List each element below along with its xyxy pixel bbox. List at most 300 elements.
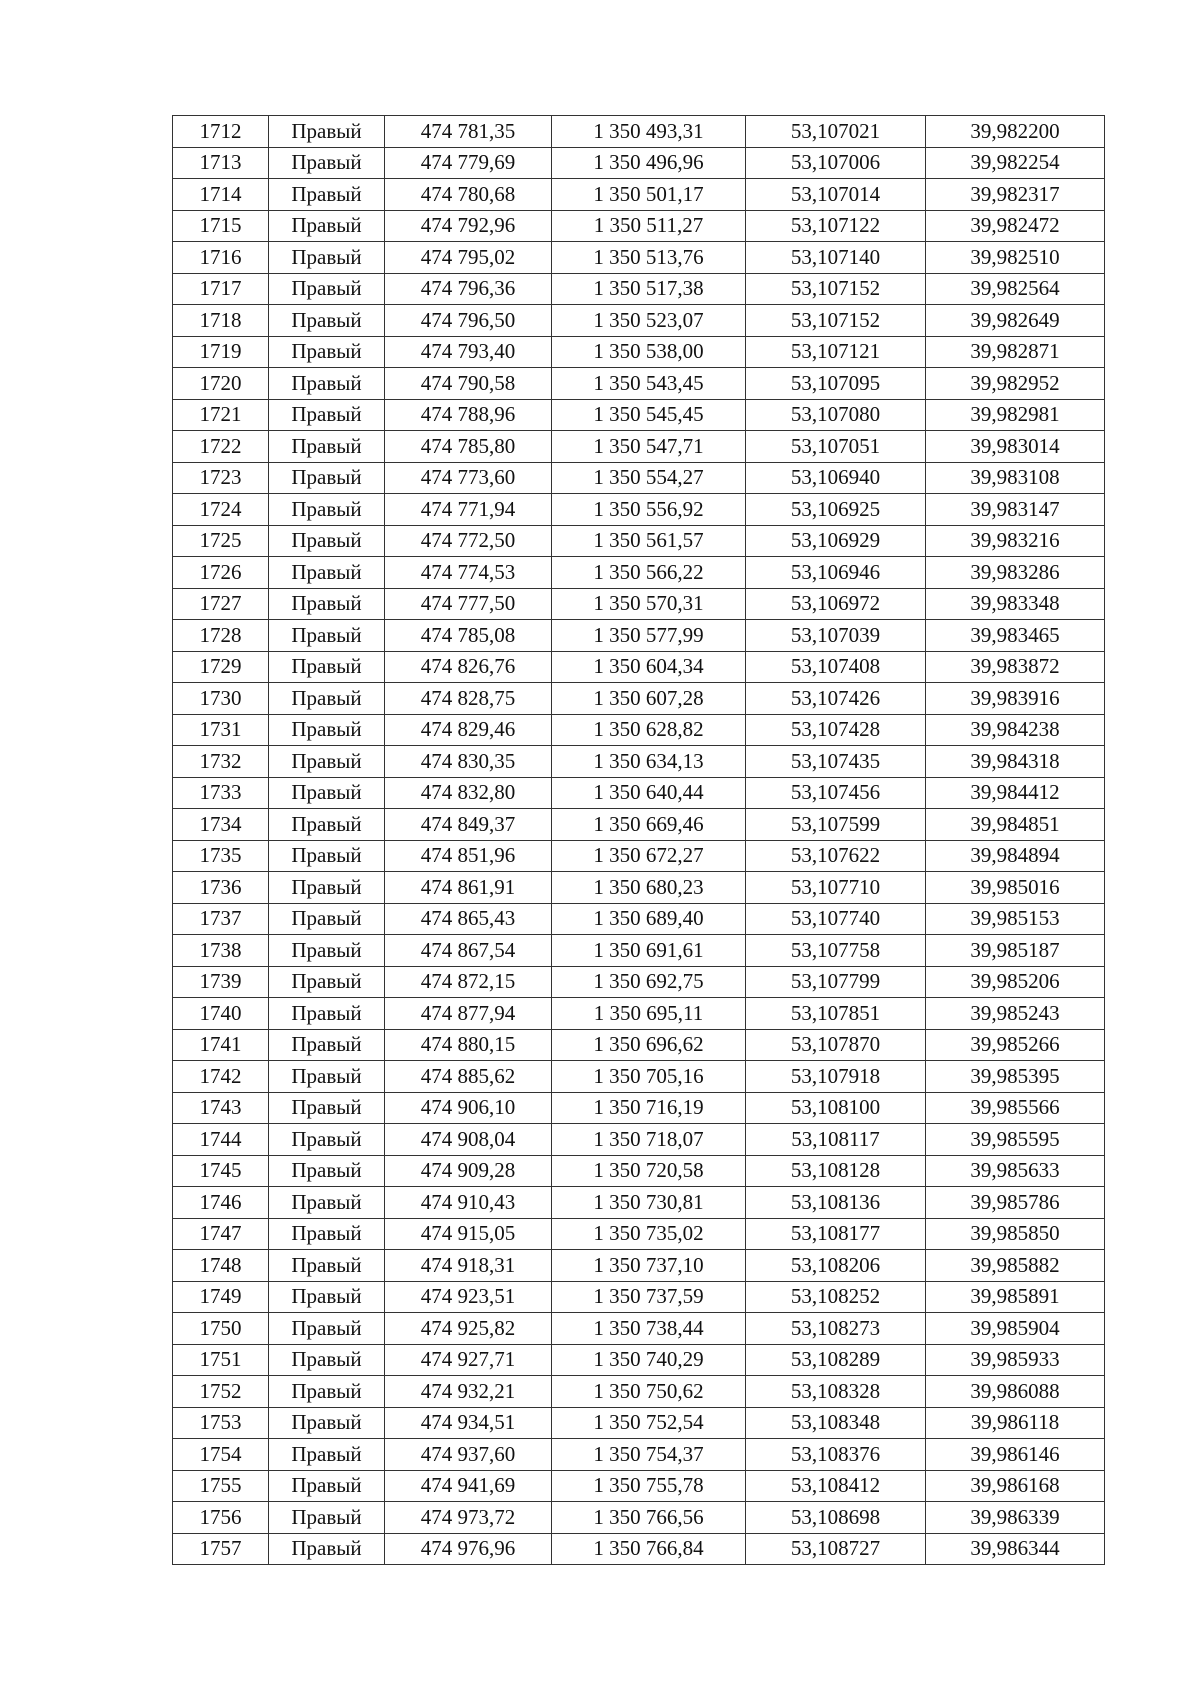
x-coordinate-cell: 474 867,54 <box>385 935 552 967</box>
latitude-cell: 53,107152 <box>746 273 926 305</box>
side-cell: Правый <box>269 620 385 652</box>
longitude-cell: 39,986339 <box>926 1502 1105 1534</box>
point-number-cell: 1741 <box>173 1029 269 1061</box>
table-row <box>173 998 1105 1030</box>
table-row <box>173 1376 1105 1408</box>
latitude-cell: 53,107918 <box>746 1061 926 1093</box>
x-coordinate-cell: 474 910,43 <box>385 1187 552 1219</box>
table-row <box>173 1439 1105 1471</box>
side-cell: Правый <box>269 1187 385 1219</box>
latitude-cell: 53,107021 <box>746 116 926 148</box>
table-row <box>173 1029 1105 1061</box>
latitude-cell: 53,107051 <box>746 431 926 463</box>
y-coordinate-cell: 1 350 740,29 <box>552 1344 746 1376</box>
latitude-cell: 53,108698 <box>746 1502 926 1534</box>
y-coordinate-cell: 1 350 695,11 <box>552 998 746 1030</box>
side-cell: Правый <box>269 305 385 337</box>
side-cell: Правый <box>269 966 385 998</box>
side-cell: Правый <box>269 588 385 620</box>
longitude-cell: 39,982564 <box>926 273 1105 305</box>
side-cell: Правый <box>269 998 385 1030</box>
table-row <box>173 872 1105 904</box>
longitude-cell: 39,982254 <box>926 147 1105 179</box>
point-number-cell: 1746 <box>173 1187 269 1219</box>
side-cell: Правый <box>269 1439 385 1471</box>
y-coordinate-cell: 1 350 640,44 <box>552 777 746 809</box>
latitude-cell: 53,108136 <box>746 1187 926 1219</box>
x-coordinate-cell: 474 795,02 <box>385 242 552 274</box>
longitude-cell: 39,983014 <box>926 431 1105 463</box>
point-number-cell: 1748 <box>173 1250 269 1282</box>
table-row <box>173 525 1105 557</box>
table-row <box>173 1187 1105 1219</box>
y-coordinate-cell: 1 350 737,59 <box>552 1281 746 1313</box>
table-row <box>173 1061 1105 1093</box>
y-coordinate-cell: 1 350 752,54 <box>552 1407 746 1439</box>
y-coordinate-cell: 1 350 607,28 <box>552 683 746 715</box>
x-coordinate-cell: 474 865,43 <box>385 903 552 935</box>
y-coordinate-cell: 1 350 730,81 <box>552 1187 746 1219</box>
y-coordinate-cell: 1 350 680,23 <box>552 872 746 904</box>
latitude-cell: 53,108128 <box>746 1155 926 1187</box>
x-coordinate-cell: 474 937,60 <box>385 1439 552 1471</box>
latitude-cell: 53,108328 <box>746 1376 926 1408</box>
y-coordinate-cell: 1 350 755,78 <box>552 1470 746 1502</box>
point-number-cell: 1727 <box>173 588 269 620</box>
longitude-cell: 39,983916 <box>926 683 1105 715</box>
y-coordinate-cell: 1 350 538,00 <box>552 336 746 368</box>
side-cell: Правый <box>269 683 385 715</box>
point-number-cell: 1747 <box>173 1218 269 1250</box>
point-number-cell: 1714 <box>173 179 269 211</box>
y-coordinate-cell: 1 350 766,84 <box>552 1533 746 1565</box>
side-cell: Правый <box>269 399 385 431</box>
longitude-cell: 39,985016 <box>926 872 1105 904</box>
latitude-cell: 53,107121 <box>746 336 926 368</box>
longitude-cell: 39,985266 <box>926 1029 1105 1061</box>
y-coordinate-cell: 1 350 689,40 <box>552 903 746 935</box>
latitude-cell: 53,108117 <box>746 1124 926 1156</box>
point-number-cell: 1756 <box>173 1502 269 1534</box>
point-number-cell: 1749 <box>173 1281 269 1313</box>
point-number-cell: 1717 <box>173 273 269 305</box>
table-row <box>173 462 1105 494</box>
point-number-cell: 1733 <box>173 777 269 809</box>
longitude-cell: 39,985786 <box>926 1187 1105 1219</box>
latitude-cell: 53,107851 <box>746 998 926 1030</box>
y-coordinate-cell: 1 350 543,45 <box>552 368 746 400</box>
table-row <box>173 1313 1105 1345</box>
longitude-cell: 39,982510 <box>926 242 1105 274</box>
longitude-cell: 39,986088 <box>926 1376 1105 1408</box>
table-row <box>173 1155 1105 1187</box>
x-coordinate-cell: 474 771,94 <box>385 494 552 526</box>
x-coordinate-cell: 474 915,05 <box>385 1218 552 1250</box>
point-number-cell: 1724 <box>173 494 269 526</box>
table-row <box>173 1250 1105 1282</box>
point-number-cell: 1721 <box>173 399 269 431</box>
latitude-cell: 53,108289 <box>746 1344 926 1376</box>
x-coordinate-cell: 474 781,35 <box>385 116 552 148</box>
x-coordinate-cell: 474 885,62 <box>385 1061 552 1093</box>
table-row <box>173 1124 1105 1156</box>
y-coordinate-cell: 1 350 735,02 <box>552 1218 746 1250</box>
longitude-cell: 39,982981 <box>926 399 1105 431</box>
longitude-cell: 39,985904 <box>926 1313 1105 1345</box>
table-row <box>173 777 1105 809</box>
latitude-cell: 53,106940 <box>746 462 926 494</box>
table-row <box>173 242 1105 274</box>
longitude-cell: 39,982952 <box>926 368 1105 400</box>
side-cell: Правый <box>269 1502 385 1534</box>
side-cell: Правый <box>269 494 385 526</box>
latitude-cell: 53,108376 <box>746 1439 926 1471</box>
side-cell: Правый <box>269 210 385 242</box>
point-number-cell: 1737 <box>173 903 269 935</box>
table-row <box>173 1533 1105 1565</box>
y-coordinate-cell: 1 350 696,62 <box>552 1029 746 1061</box>
longitude-cell: 39,982871 <box>926 336 1105 368</box>
longitude-cell: 39,986118 <box>926 1407 1105 1439</box>
side-cell: Правый <box>269 1470 385 1502</box>
longitude-cell: 39,985891 <box>926 1281 1105 1313</box>
x-coordinate-cell: 474 872,15 <box>385 966 552 998</box>
longitude-cell: 39,983108 <box>926 462 1105 494</box>
x-coordinate-cell: 474 772,50 <box>385 525 552 557</box>
table-row <box>173 620 1105 652</box>
latitude-cell: 53,107152 <box>746 305 926 337</box>
table-row <box>173 557 1105 589</box>
longitude-cell: 39,986146 <box>926 1439 1105 1471</box>
y-coordinate-cell: 1 350 692,75 <box>552 966 746 998</box>
y-coordinate-cell: 1 350 737,10 <box>552 1250 746 1282</box>
table-row <box>173 336 1105 368</box>
point-number-cell: 1750 <box>173 1313 269 1345</box>
y-coordinate-cell: 1 350 628,82 <box>552 714 746 746</box>
longitude-cell: 39,984318 <box>926 746 1105 778</box>
latitude-cell: 53,107006 <box>746 147 926 179</box>
x-coordinate-cell: 474 918,31 <box>385 1250 552 1282</box>
point-number-cell: 1712 <box>173 116 269 148</box>
latitude-cell: 53,107428 <box>746 714 926 746</box>
table-row <box>173 1470 1105 1502</box>
x-coordinate-cell: 474 780,68 <box>385 179 552 211</box>
side-cell: Правый <box>269 1281 385 1313</box>
point-number-cell: 1730 <box>173 683 269 715</box>
table-row <box>173 1407 1105 1439</box>
latitude-cell: 53,107710 <box>746 872 926 904</box>
table-row <box>173 273 1105 305</box>
x-coordinate-cell: 474 793,40 <box>385 336 552 368</box>
latitude-cell: 53,107456 <box>746 777 926 809</box>
longitude-cell: 39,986344 <box>926 1533 1105 1565</box>
point-number-cell: 1739 <box>173 966 269 998</box>
table-row <box>173 179 1105 211</box>
longitude-cell: 39,982472 <box>926 210 1105 242</box>
latitude-cell: 53,106929 <box>746 525 926 557</box>
point-number-cell: 1722 <box>173 431 269 463</box>
longitude-cell: 39,985243 <box>926 998 1105 1030</box>
latitude-cell: 53,107799 <box>746 966 926 998</box>
point-number-cell: 1754 <box>173 1439 269 1471</box>
y-coordinate-cell: 1 350 577,99 <box>552 620 746 652</box>
y-coordinate-cell: 1 350 720,58 <box>552 1155 746 1187</box>
y-coordinate-cell: 1 350 570,31 <box>552 588 746 620</box>
y-coordinate-cell: 1 350 511,27 <box>552 210 746 242</box>
table-row <box>173 1344 1105 1376</box>
side-cell: Правый <box>269 1124 385 1156</box>
latitude-cell: 53,106972 <box>746 588 926 620</box>
table-row <box>173 116 1105 148</box>
point-number-cell: 1744 <box>173 1124 269 1156</box>
side-cell: Правый <box>269 1029 385 1061</box>
latitude-cell: 53,107014 <box>746 179 926 211</box>
longitude-cell: 39,985882 <box>926 1250 1105 1282</box>
longitude-cell: 39,985633 <box>926 1155 1105 1187</box>
x-coordinate-cell: 474 906,10 <box>385 1092 552 1124</box>
side-cell: Правый <box>269 1218 385 1250</box>
latitude-cell: 53,107095 <box>746 368 926 400</box>
latitude-cell: 53,107408 <box>746 651 926 683</box>
side-cell: Правый <box>269 147 385 179</box>
side-cell: Правый <box>269 714 385 746</box>
y-coordinate-cell: 1 350 672,27 <box>552 840 746 872</box>
point-number-cell: 1738 <box>173 935 269 967</box>
y-coordinate-cell: 1 350 561,57 <box>552 525 746 557</box>
x-coordinate-cell: 474 976,96 <box>385 1533 552 1565</box>
point-number-cell: 1752 <box>173 1376 269 1408</box>
longitude-cell: 39,985206 <box>926 966 1105 998</box>
longitude-cell: 39,983348 <box>926 588 1105 620</box>
side-cell: Правый <box>269 1533 385 1565</box>
y-coordinate-cell: 1 350 634,13 <box>552 746 746 778</box>
longitude-cell: 39,985566 <box>926 1092 1105 1124</box>
table-row <box>173 840 1105 872</box>
y-coordinate-cell: 1 350 523,07 <box>552 305 746 337</box>
side-cell: Правый <box>269 336 385 368</box>
table-row <box>173 809 1105 841</box>
table-row <box>173 147 1105 179</box>
y-coordinate-cell: 1 350 554,27 <box>552 462 746 494</box>
longitude-cell: 39,983147 <box>926 494 1105 526</box>
longitude-cell: 39,983216 <box>926 525 1105 557</box>
longitude-cell: 39,985595 <box>926 1124 1105 1156</box>
x-coordinate-cell: 474 877,94 <box>385 998 552 1030</box>
x-coordinate-cell: 474 785,80 <box>385 431 552 463</box>
latitude-cell: 53,107870 <box>746 1029 926 1061</box>
latitude-cell: 53,106925 <box>746 494 926 526</box>
latitude-cell: 53,106946 <box>746 557 926 589</box>
longitude-cell: 39,986168 <box>926 1470 1105 1502</box>
point-number-cell: 1757 <box>173 1533 269 1565</box>
side-cell: Правый <box>269 525 385 557</box>
point-number-cell: 1726 <box>173 557 269 589</box>
point-number-cell: 1716 <box>173 242 269 274</box>
longitude-cell: 39,985153 <box>926 903 1105 935</box>
y-coordinate-cell: 1 350 669,46 <box>552 809 746 841</box>
side-cell: Правый <box>269 368 385 400</box>
table-row <box>173 1092 1105 1124</box>
longitude-cell: 39,983465 <box>926 620 1105 652</box>
latitude-cell: 53,107599 <box>746 809 926 841</box>
longitude-cell: 39,984412 <box>926 777 1105 809</box>
longitude-cell: 39,985933 <box>926 1344 1105 1376</box>
point-number-cell: 1729 <box>173 651 269 683</box>
x-coordinate-cell: 474 861,91 <box>385 872 552 904</box>
point-number-cell: 1755 <box>173 1470 269 1502</box>
side-cell: Правый <box>269 242 385 274</box>
table-row <box>173 305 1105 337</box>
y-coordinate-cell: 1 350 496,96 <box>552 147 746 179</box>
side-cell: Правый <box>269 903 385 935</box>
point-number-cell: 1735 <box>173 840 269 872</box>
latitude-cell: 53,108100 <box>746 1092 926 1124</box>
table-row <box>173 368 1105 400</box>
x-coordinate-cell: 474 796,50 <box>385 305 552 337</box>
point-number-cell: 1742 <box>173 1061 269 1093</box>
longitude-cell: 39,984851 <box>926 809 1105 841</box>
side-cell: Правый <box>269 777 385 809</box>
table-row <box>173 1281 1105 1313</box>
longitude-cell: 39,985395 <box>926 1061 1105 1093</box>
side-cell: Правый <box>269 651 385 683</box>
table-row <box>173 399 1105 431</box>
y-coordinate-cell: 1 350 750,62 <box>552 1376 746 1408</box>
x-coordinate-cell: 474 973,72 <box>385 1502 552 1534</box>
x-coordinate-cell: 474 923,51 <box>385 1281 552 1313</box>
x-coordinate-cell: 474 880,15 <box>385 1029 552 1061</box>
table-row <box>173 746 1105 778</box>
point-number-cell: 1731 <box>173 714 269 746</box>
point-number-cell: 1734 <box>173 809 269 841</box>
y-coordinate-cell: 1 350 501,17 <box>552 179 746 211</box>
y-coordinate-cell: 1 350 716,19 <box>552 1092 746 1124</box>
longitude-cell: 39,982200 <box>926 116 1105 148</box>
y-coordinate-cell: 1 350 517,38 <box>552 273 746 305</box>
x-coordinate-cell: 474 941,69 <box>385 1470 552 1502</box>
x-coordinate-cell: 474 779,69 <box>385 147 552 179</box>
side-cell: Правый <box>269 1250 385 1282</box>
side-cell: Правый <box>269 809 385 841</box>
latitude-cell: 53,107740 <box>746 903 926 935</box>
point-number-cell: 1745 <box>173 1155 269 1187</box>
side-cell: Правый <box>269 179 385 211</box>
x-coordinate-cell: 474 908,04 <box>385 1124 552 1156</box>
point-number-cell: 1740 <box>173 998 269 1030</box>
y-coordinate-cell: 1 350 545,45 <box>552 399 746 431</box>
side-cell: Правый <box>269 1407 385 1439</box>
side-cell: Правый <box>269 1344 385 1376</box>
latitude-cell: 53,107039 <box>746 620 926 652</box>
y-coordinate-cell: 1 350 691,61 <box>552 935 746 967</box>
table-row <box>173 683 1105 715</box>
coordinates-table-body <box>173 116 1105 1565</box>
x-coordinate-cell: 474 790,58 <box>385 368 552 400</box>
x-coordinate-cell: 474 934,51 <box>385 1407 552 1439</box>
x-coordinate-cell: 474 826,76 <box>385 651 552 683</box>
x-coordinate-cell: 474 777,50 <box>385 588 552 620</box>
x-coordinate-cell: 474 828,75 <box>385 683 552 715</box>
point-number-cell: 1732 <box>173 746 269 778</box>
x-coordinate-cell: 474 796,36 <box>385 273 552 305</box>
y-coordinate-cell: 1 350 513,76 <box>552 242 746 274</box>
longitude-cell: 39,982317 <box>926 179 1105 211</box>
coordinates-table <box>172 115 1105 1565</box>
x-coordinate-cell: 474 788,96 <box>385 399 552 431</box>
latitude-cell: 53,107758 <box>746 935 926 967</box>
x-coordinate-cell: 474 832,80 <box>385 777 552 809</box>
x-coordinate-cell: 474 909,28 <box>385 1155 552 1187</box>
y-coordinate-cell: 1 350 766,56 <box>552 1502 746 1534</box>
x-coordinate-cell: 474 932,21 <box>385 1376 552 1408</box>
x-coordinate-cell: 474 773,60 <box>385 462 552 494</box>
x-coordinate-cell: 474 830,35 <box>385 746 552 778</box>
latitude-cell: 53,107122 <box>746 210 926 242</box>
table-row <box>173 935 1105 967</box>
side-cell: Правый <box>269 1061 385 1093</box>
longitude-cell: 39,984238 <box>926 714 1105 746</box>
x-coordinate-cell: 474 927,71 <box>385 1344 552 1376</box>
latitude-cell: 53,108412 <box>746 1470 926 1502</box>
point-number-cell: 1753 <box>173 1407 269 1439</box>
y-coordinate-cell: 1 350 566,22 <box>552 557 746 589</box>
x-coordinate-cell: 474 792,96 <box>385 210 552 242</box>
side-cell: Правый <box>269 1155 385 1187</box>
point-number-cell: 1718 <box>173 305 269 337</box>
latitude-cell: 53,107622 <box>746 840 926 872</box>
table-row <box>173 1502 1105 1534</box>
point-number-cell: 1713 <box>173 147 269 179</box>
table-row <box>173 903 1105 935</box>
table-row <box>173 588 1105 620</box>
side-cell: Правый <box>269 935 385 967</box>
side-cell: Правый <box>269 273 385 305</box>
y-coordinate-cell: 1 350 718,07 <box>552 1124 746 1156</box>
side-cell: Правый <box>269 462 385 494</box>
side-cell: Правый <box>269 557 385 589</box>
point-number-cell: 1736 <box>173 872 269 904</box>
x-coordinate-cell: 474 849,37 <box>385 809 552 841</box>
side-cell: Правый <box>269 872 385 904</box>
table-row <box>173 210 1105 242</box>
y-coordinate-cell: 1 350 556,92 <box>552 494 746 526</box>
x-coordinate-cell: 474 851,96 <box>385 840 552 872</box>
x-coordinate-cell: 474 785,08 <box>385 620 552 652</box>
point-number-cell: 1719 <box>173 336 269 368</box>
latitude-cell: 53,107426 <box>746 683 926 715</box>
longitude-cell: 39,983872 <box>926 651 1105 683</box>
latitude-cell: 53,108206 <box>746 1250 926 1282</box>
table-row <box>173 966 1105 998</box>
table-row <box>173 494 1105 526</box>
y-coordinate-cell: 1 350 604,34 <box>552 651 746 683</box>
point-number-cell: 1725 <box>173 525 269 557</box>
table-row <box>173 1218 1105 1250</box>
point-number-cell: 1715 <box>173 210 269 242</box>
point-number-cell: 1751 <box>173 1344 269 1376</box>
point-number-cell: 1720 <box>173 368 269 400</box>
point-number-cell: 1743 <box>173 1092 269 1124</box>
latitude-cell: 53,108727 <box>746 1533 926 1565</box>
latitude-cell: 53,107080 <box>746 399 926 431</box>
longitude-cell: 39,985187 <box>926 935 1105 967</box>
side-cell: Правый <box>269 431 385 463</box>
longitude-cell: 39,982649 <box>926 305 1105 337</box>
side-cell: Правый <box>269 840 385 872</box>
y-coordinate-cell: 1 350 493,31 <box>552 116 746 148</box>
side-cell: Правый <box>269 1376 385 1408</box>
latitude-cell: 53,107435 <box>746 746 926 778</box>
